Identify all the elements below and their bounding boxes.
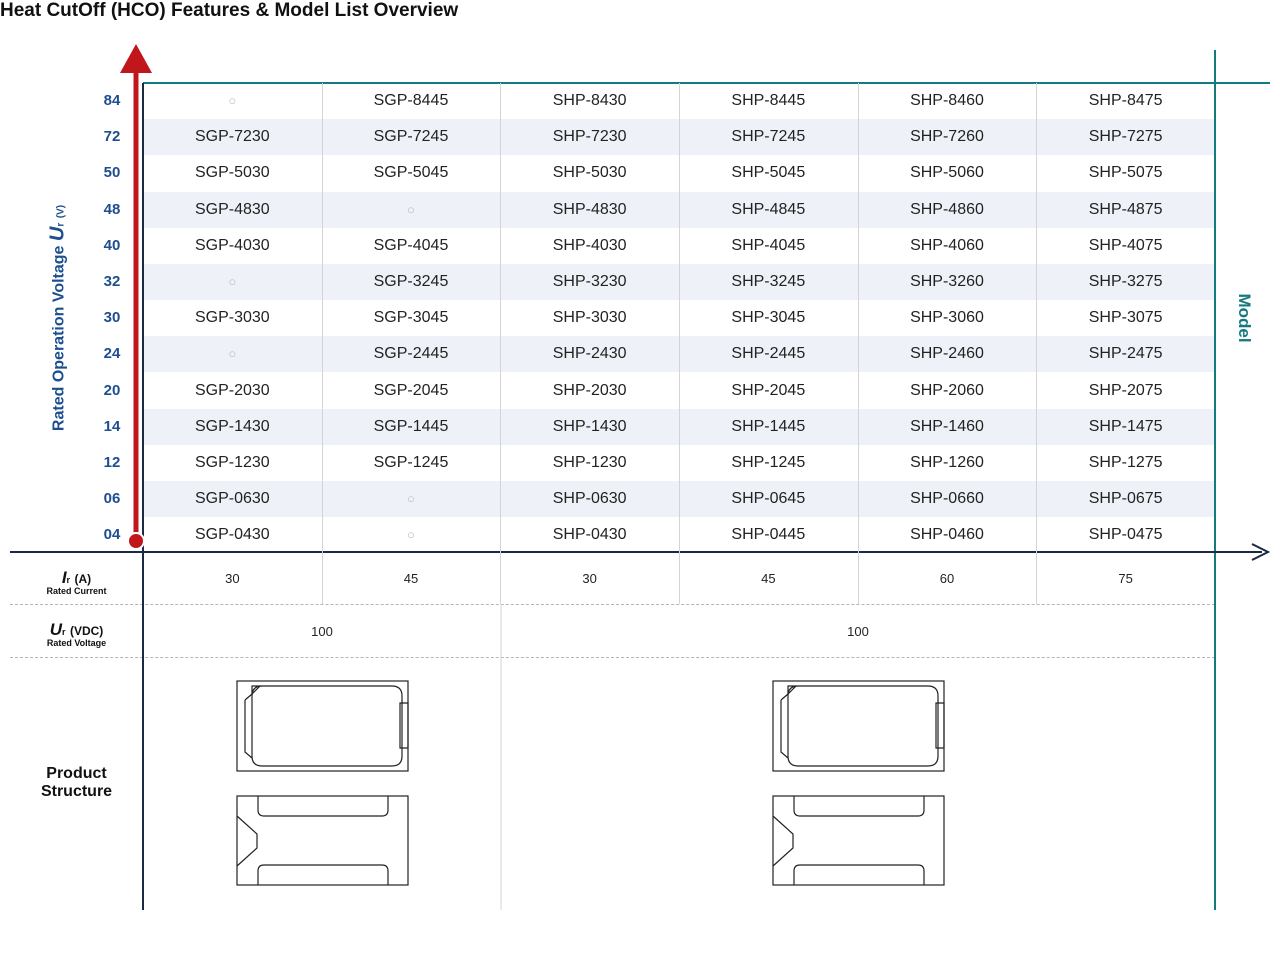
empty-cell-marker: ○	[228, 346, 237, 362]
product-structure-line1: Product	[46, 765, 107, 782]
model-cell: SHP-4845	[731, 200, 806, 218]
model-cell: SHP-2075	[1088, 381, 1163, 399]
rated-current-value: 30	[582, 571, 597, 586]
model-cell: SGP-1430	[194, 417, 270, 435]
voltage-arrow-head	[120, 44, 152, 73]
rated-voltage-caption: Rated Voltage	[46, 638, 107, 648]
voltage-arrow-bulb	[128, 533, 144, 549]
model-cell: SHP-1430	[552, 417, 627, 435]
rated-current-symbol: I	[61, 568, 67, 587]
voltage-tick-label: 72	[103, 128, 121, 146]
model-cell: SHP-4830	[552, 200, 627, 218]
model-cell: SGP-1230	[194, 454, 270, 471]
voltage-tick-label: 20	[103, 381, 121, 399]
model-cell: SHP-0630	[552, 490, 627, 508]
model-cell: SGP-7245	[373, 128, 449, 146]
voltage-tick-label: 32	[103, 273, 121, 290]
empty-cell-marker: ○	[407, 491, 415, 507]
voltage-tick-label: 14	[103, 417, 121, 435]
model-cell: SHP-3030	[552, 309, 627, 327]
model-cell: SHP-4030	[552, 236, 627, 254]
model-cell: SHP-7260	[910, 128, 984, 146]
model-cell: SGP-4030	[194, 236, 270, 254]
model-cell: SHP-0645	[731, 490, 806, 508]
model-cell: SHP-4060	[910, 236, 984, 254]
model-cell: SGP-5030	[194, 164, 270, 182]
model-cell: SGP-3245	[373, 273, 449, 290]
model-cell: SGP-2045	[373, 381, 449, 399]
model-cell: SHP-8475	[1088, 92, 1163, 109]
model-cell: SHP-2045	[731, 381, 806, 399]
model-cell: SGP-8445	[373, 92, 449, 109]
model-cell: SHP-3060	[910, 309, 984, 327]
model-cell: SHP-0430	[552, 526, 627, 544]
model-cell: SHP-2475	[1088, 345, 1163, 363]
empty-cell-marker: ○	[228, 274, 237, 289]
voltage-tick-label: 50	[103, 164, 121, 182]
model-cell: SGP-4830	[194, 200, 270, 218]
model-cell: SHP-8460	[910, 92, 984, 109]
model-cell: SHP-4875	[1088, 200, 1163, 218]
voltage-tick-label: 12	[103, 454, 121, 471]
product-structure-line2: Structure	[40, 783, 113, 800]
model-cell: SHP-1260	[910, 454, 984, 471]
rated-current-symbol-sub: r	[66, 575, 71, 585]
model-cell: SHP-1275	[1088, 454, 1163, 471]
column-separator	[679, 83, 680, 604]
model-cell: SHP-7230	[552, 128, 627, 146]
model-cell: SHP-2430	[552, 345, 627, 363]
voltage-tick-label: 24	[103, 345, 121, 363]
rated-current-unit: (A)	[74, 572, 92, 586]
rated-current-value: 75	[1118, 571, 1133, 586]
model-cell: SHP-1475	[1088, 417, 1163, 435]
model-cell: SGP-5045	[373, 164, 449, 182]
sgp-structure-top-view	[237, 681, 408, 771]
voltage-tick-label: 84	[103, 92, 121, 109]
rated-voltage-unit: (VDC)	[69, 624, 104, 638]
y-axis-label-text: Rated Operation Voltage	[50, 245, 68, 432]
model-cell: SHP-1445	[731, 417, 806, 435]
model-cell: SHP-4075	[1088, 236, 1163, 254]
empty-cell-marker: ○	[228, 93, 237, 108]
model-cell: SGP-0430	[194, 526, 270, 544]
voltage-tick-label: 06	[103, 490, 121, 508]
voltage-tick-label: 48	[103, 200, 121, 218]
empty-cell-marker: ○	[407, 527, 415, 543]
model-cell: SHP-4045	[731, 236, 806, 254]
rated-current-value: 45	[761, 571, 776, 586]
model-cell: SHP-5075	[1088, 164, 1163, 182]
model-cell: SHP-3245	[731, 273, 806, 290]
model-label: Model	[1235, 293, 1254, 343]
rated-current-value: 45	[403, 571, 419, 586]
model-cell: SHP-7275	[1088, 128, 1163, 146]
model-cell: SGP-1245	[373, 454, 449, 471]
model-cell: SHP-8445	[731, 92, 806, 109]
column-separator	[858, 83, 859, 604]
model-cell: SHP-5060	[910, 164, 984, 182]
page-title: Heat CutOff (HCO) Features & Model List Overview	[0, 0, 459, 21]
voltage-tick-label: 40	[103, 236, 121, 254]
model-cell: SHP-0460	[910, 526, 984, 544]
rated-current-caption: Rated Current	[46, 586, 107, 596]
shp-structure-top-view	[773, 681, 944, 771]
model-cell: SHP-3275	[1088, 273, 1163, 290]
model-cell: SHP-1245	[731, 454, 806, 471]
model-cell: SHP-0445	[731, 526, 806, 544]
rated-voltage-symbol-sub: r	[61, 627, 66, 637]
model-cell: SHP-3230	[552, 273, 627, 290]
model-cell: SGP-2445	[373, 345, 449, 363]
rated-voltage-value-shp: 100	[847, 624, 869, 639]
model-cell: SGP-2030	[194, 381, 270, 399]
model-cell: SGP-3045	[373, 309, 449, 327]
rated-current-value: 30	[225, 571, 240, 586]
y-axis-unit: (V)	[55, 204, 67, 219]
column-separator	[322, 83, 323, 604]
model-cell: SGP-4045	[373, 236, 449, 254]
shp-structure-side-view	[773, 796, 944, 885]
voltage-tick-label: 04	[103, 526, 121, 544]
model-cell: SHP-1460	[910, 417, 984, 435]
model-cell: SHP-7245	[731, 128, 806, 146]
model-cell: SHP-1230	[552, 454, 627, 471]
sgp-structure-side-view	[237, 796, 408, 885]
model-cell: SHP-0660	[910, 490, 984, 508]
model-cell: SHP-0675	[1088, 490, 1163, 508]
model-cell: SHP-5030	[552, 164, 627, 182]
y-axis-symbol-sub: r	[55, 222, 67, 227]
model-cell: SHP-2445	[731, 345, 806, 363]
column-separator	[1036, 83, 1037, 604]
model-cell: SGP-3030	[194, 309, 270, 327]
model-cell: SHP-3045	[731, 309, 806, 327]
rated-voltage-symbol: U	[49, 620, 62, 639]
empty-cell-marker: ○	[407, 201, 415, 217]
model-cell: SHP-5045	[731, 164, 806, 182]
voltage-tick-label: 30	[103, 309, 121, 327]
rated-voltage-value-sgp: 100	[311, 624, 333, 639]
model-cell: SHP-8430	[552, 92, 627, 109]
y-axis-symbol: U	[46, 226, 69, 242]
model-cell: SHP-2060	[910, 381, 984, 399]
model-cell: SHP-0475	[1088, 526, 1163, 544]
model-cell: SHP-3260	[910, 273, 984, 290]
model-cell: SHP-2030	[552, 381, 627, 399]
model-cell: SHP-3075	[1088, 309, 1163, 327]
model-cell: SHP-4860	[910, 200, 984, 218]
model-cell: SGP-1445	[373, 417, 449, 435]
model-cell: SHP-2460	[910, 345, 984, 363]
model-cell: SGP-7230	[194, 128, 270, 146]
column-separator	[500, 83, 501, 604]
model-cell: SGP-0630	[194, 490, 270, 508]
rated-current-value: 60	[939, 571, 955, 586]
